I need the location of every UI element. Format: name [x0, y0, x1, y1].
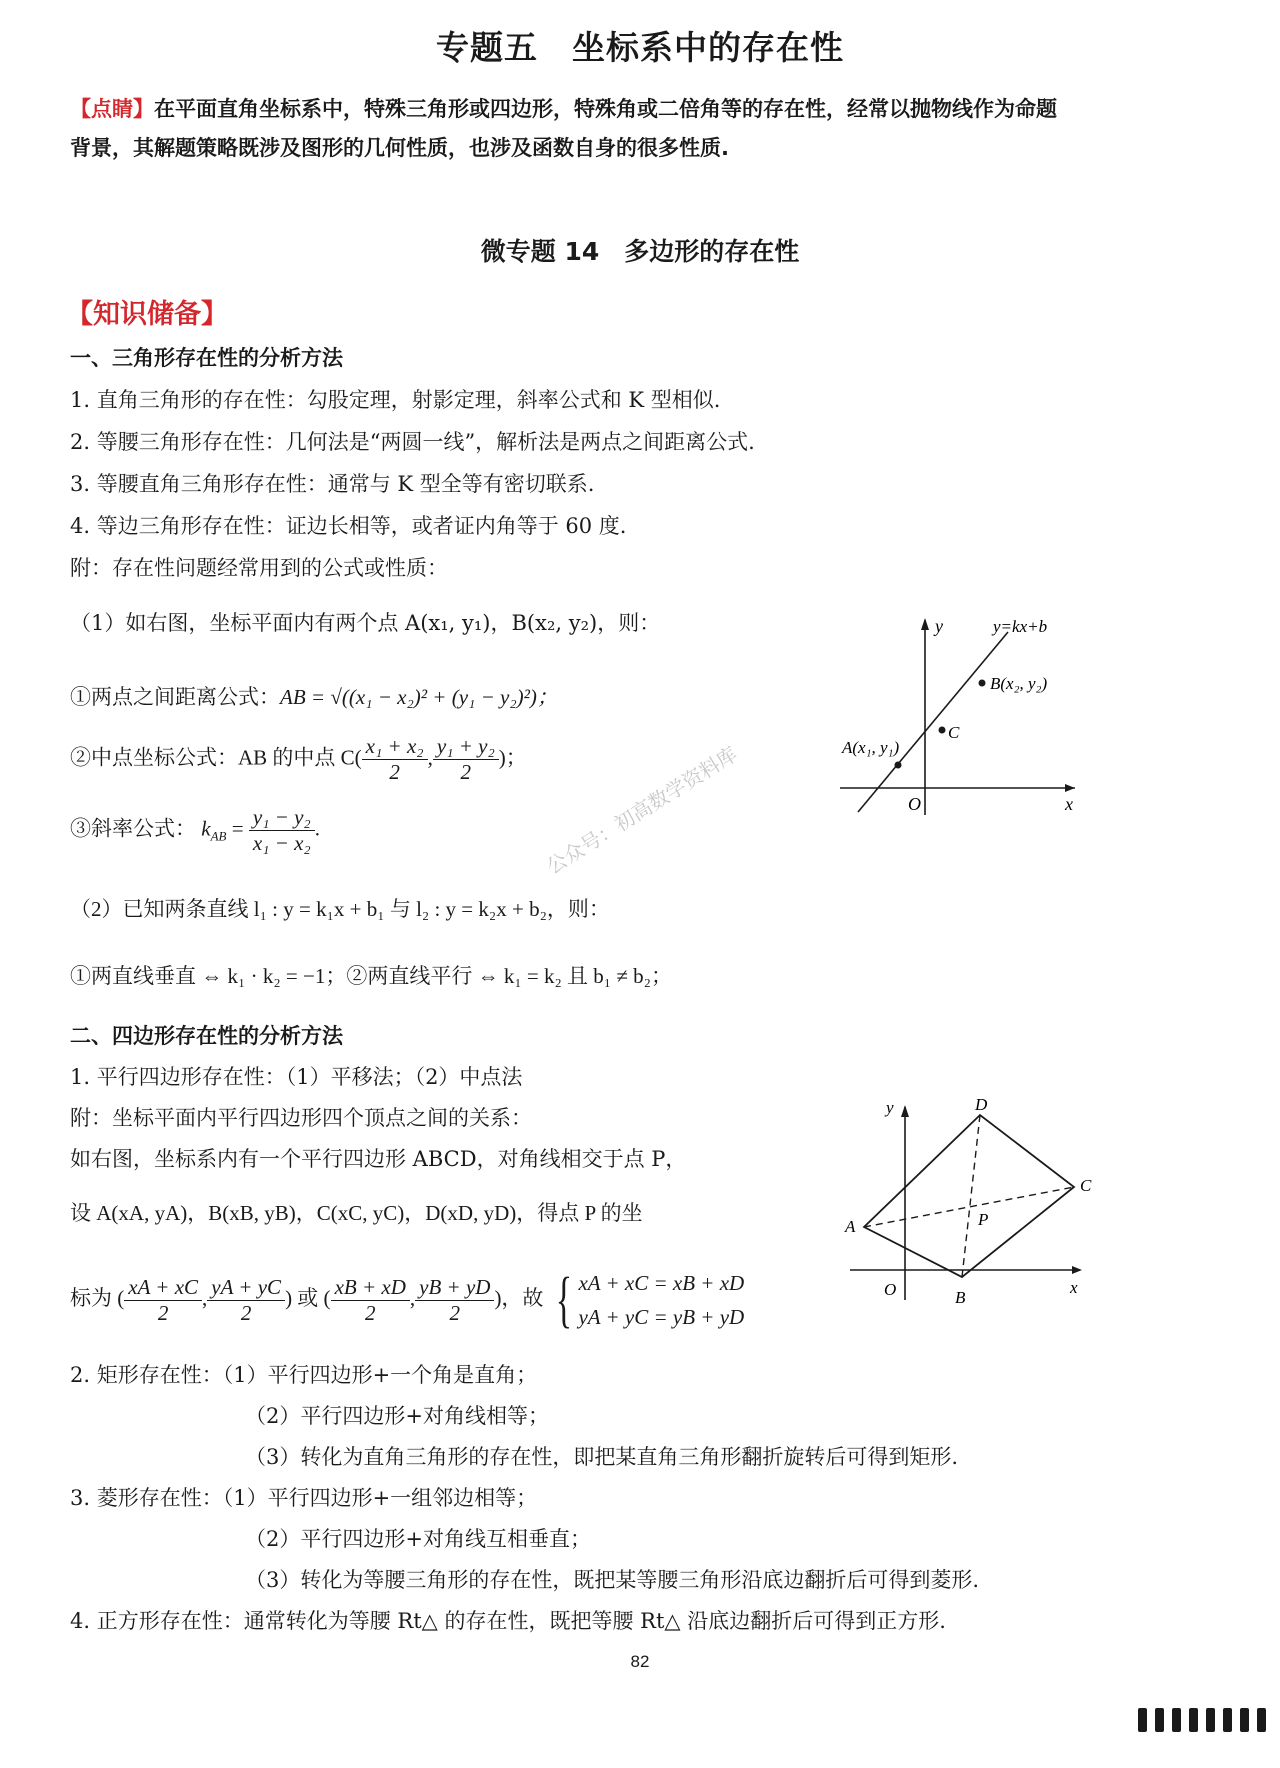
section-label: 【知识储备】 — [66, 299, 228, 330]
fig2-origin-label: O — [884, 1280, 897, 1299]
rectangle-item-3: （3）转化为直角三角形的存在性，即把某直角三角形翻折旋转后可得到矩形. — [245, 1445, 959, 1469]
part2-desc-3: 标为 ( $\frac{xA + xC}{2}$ , $\frac{yA + yC}{2}$ ) 或 ( $\frac{xB + xD}{2}$ , $\frac{yB + yD}{2}$ )，故 { xA + xC = xB + xD yA + yC = yB + yD — [70, 1266, 745, 1334]
fig2-b-label: B — [955, 1288, 966, 1307]
part1-heading: 一、三角形存在性的分析方法 — [70, 346, 343, 370]
fig1-y-label: y — [935, 616, 943, 636]
fig1-x-arrow-icon — [1065, 784, 1075, 792]
p-frac-2-den: 2 — [240, 1300, 252, 1325]
p-frac-3 — [331, 1275, 410, 1326]
rectangle-item-1: 2. 矩形存在性：（1）平行四边形+一个角是直角； — [70, 1363, 538, 1387]
fig1-c-label: C — [948, 723, 960, 742]
system-eq-1: xA + xC = xB + xD — [578, 1271, 745, 1295]
p-coord-therefore: )，故 — [494, 1285, 544, 1310]
fig2-diagonal-bd — [962, 1115, 980, 1277]
fig2-c-label: C — [1080, 1176, 1092, 1195]
fig1-point-b — [979, 680, 986, 687]
part1-item-2: 2. 等腰三角形存在性：几何法是“两圆一线”，解析法是两点之间距离公式. — [70, 430, 755, 454]
fig2-y-arrow-icon — [901, 1105, 909, 1117]
fig1-line-label: y=kx+b — [993, 617, 1048, 636]
fig2-x-arrow-icon — [1072, 1266, 1082, 1274]
p-frac-2-num: yA + yC — [207, 1275, 285, 1301]
part2-appendix: 附：坐标平面内平行四边形四个顶点之间的关系： — [70, 1106, 532, 1130]
indicator-bar-icon — [1189, 1708, 1198, 1732]
distance-label: ①两点之间距离公式： — [70, 685, 280, 709]
fig2-a-label: A — [845, 1217, 856, 1236]
figure-parallelogram — [840, 1095, 1100, 1320]
fig2-d-label: D — [975, 1095, 988, 1114]
slope-den: x₁ − x₂ — [252, 831, 311, 855]
fig1-b-label: B(x₂, y₂) — [990, 674, 1048, 693]
two-lines-intro: （2）已知两条直线 l₁ : y = k₁x + b₁ 与 l₂ : y = k₂x + b₂，则： — [70, 897, 610, 921]
part2-desc-1: 如右图，坐标系内有一个平行四边形 ABCD，对角线相交于点 P， — [70, 1147, 687, 1171]
part1-item-4: 4. 等边三角形存在性：证边长相等，或者证内角等于 60 度. — [70, 514, 627, 538]
fig2-x-label: x — [1070, 1278, 1078, 1297]
p-frac-3-num: xB + xD — [331, 1275, 410, 1301]
slope-sub: AB — [210, 828, 227, 844]
brace-icon: { — [555, 1266, 572, 1334]
intro-line-2: 背景，其解题策略既涉及图形的几何性质，也涉及函数自身的很多性质. — [70, 136, 729, 160]
fig1-origin-label: O — [908, 794, 921, 814]
midpoint-num-y: y₁ + y₂ — [433, 734, 499, 760]
fig1-y-arrow-icon — [921, 618, 929, 630]
fig2-y-label: y — [886, 1098, 894, 1117]
midpoint-frac-y — [433, 734, 499, 785]
p-frac-1-den: 2 — [157, 1300, 169, 1325]
midpoint-frac-x — [362, 734, 428, 785]
indicator-bar-icon — [1155, 1708, 1164, 1732]
page-number: 82 — [630, 1652, 650, 1671]
indicator-bar-icon — [1172, 1708, 1181, 1732]
slope-frac — [249, 805, 315, 856]
midpoint-label: ②中点坐标公式：AB 的中点 C( — [70, 745, 362, 770]
p-frac-4-num: yB + yD — [415, 1275, 494, 1301]
slope-num: y₁ − y₂ — [249, 805, 315, 831]
slope-formula: ③斜率公式： $k_{AB}$ = $\frac{\text{y₁ − y₂}}{\text{x₁ − x₂}}$ . — [70, 805, 320, 855]
intro-tag: 【点睛】 — [70, 97, 154, 121]
part2-item-1: 1. 平行四边形存在性：（1）平移法；（2）中点法 — [70, 1065, 523, 1089]
distance-formula — [70, 681, 558, 711]
indicator-bar-icon — [1223, 1708, 1232, 1732]
part1-item-3: 3. 等腰直角三角形存在性：通常与 K 型全等有密切联系. — [70, 472, 595, 496]
part1-item-1: 1. 直角三角形的存在性：勾股定理，射影定理，斜率公式和 K 型相似. — [70, 388, 721, 412]
watermark: 公众号：初高数学资料库 — [542, 741, 742, 879]
distance-expr: AB = √((x₁ − x₂)² + (y₁ − y₂)²)； — [280, 685, 558, 709]
slope-k: k — [201, 816, 211, 841]
midpoint-end: )； — [498, 745, 527, 770]
p-frac-1 — [124, 1275, 202, 1326]
midpoint-formula: ②中点坐标公式：AB 的中点 C( $\frac{\text{x₁ + x₂}}{2}$ , $\frac{\text{y₁ + y₂}}{2}$ )； — [70, 734, 527, 784]
p-coord-prefix: 标为 ( — [70, 1285, 125, 1310]
page-title: 专题五 坐标系中的存在性 — [436, 28, 844, 67]
indicator-bar-icon — [1257, 1708, 1266, 1732]
part1-appendix: 附：存在性问题经常用到的公式或性质： — [70, 556, 448, 580]
p-frac-3-den: 2 — [364, 1300, 376, 1325]
part2-desc-2: 设 A(xA, yA)，B(xB, yB)，C(xC, yC)，D(xD, yD)，得点 P 的坐 — [70, 1201, 643, 1225]
page-indicator-bars[interactable] — [1138, 1708, 1266, 1732]
p-frac-1-num: xA + xC — [124, 1275, 202, 1301]
fig1-line — [858, 632, 1008, 812]
p-frac-2 — [207, 1275, 285, 1326]
square-item: 4. 正方形存在性：通常转化为等腰 Rt△ 的存在性，既把等腰 Rt△ 沿底边翻折后可得到正方形. — [70, 1609, 946, 1633]
fig2-p-label: P — [978, 1210, 989, 1229]
rectangle-item-2: （2）平行四边形+对角线相等； — [245, 1404, 549, 1428]
midpoint-den-x: 2 — [389, 760, 400, 784]
two-lines-relations: ①两直线垂直 ⇔ k₁ · k₂ = −1；②两直线平行 ⇔ k₁ = k₂ 且 b₁ ≠ b₂； — [70, 964, 672, 988]
fig2-diagonal-ac — [864, 1187, 1074, 1227]
system-eq-2: yA + yC = yB + yD — [578, 1305, 745, 1329]
rhombus-item-2: （2）平行四边形+对角线互相垂直； — [245, 1527, 591, 1551]
indicator-bar-icon — [1138, 1708, 1147, 1732]
p-frac-4-den: 2 — [449, 1300, 461, 1325]
rhombus-item-1: 3. 菱形存在性：（1）平行四边形+一组邻边相等； — [70, 1486, 538, 1510]
intro-line-1 — [70, 93, 1057, 123]
fig1-x-label: x — [1065, 794, 1073, 814]
fig1-point-c — [939, 727, 946, 734]
p-frac-4 — [415, 1275, 494, 1326]
indicator-bar-icon — [1240, 1708, 1249, 1732]
midpoint-num-x: x₁ + x₂ — [362, 734, 428, 760]
formula-intro-1: （1）如右图，坐标平面内有两个点 A(x₁, y₁)，B(x₂, y₂)，则： — [70, 611, 661, 635]
fig1-point-a — [895, 762, 902, 769]
slope-label: ③斜率公式： — [70, 816, 196, 841]
subtitle: 微专题 14 多边形的存在性 — [480, 237, 800, 266]
figure-line-ab — [830, 610, 1090, 820]
indicator-bar-icon — [1206, 1708, 1215, 1732]
equation-system — [549, 1266, 745, 1334]
midpoint-den-y: 2 — [460, 760, 472, 784]
p-coord-or: ) 或 ( — [285, 1285, 331, 1310]
fig1-a-label: A(x₁, y₁) — [842, 738, 900, 757]
fig2-parallelogram — [864, 1115, 1074, 1277]
intro-text-1: 在平面直角坐标系中，特殊三角形或四边形，特殊角或二倍角等的存在性，经常以抛物线作为命题 — [154, 97, 1057, 121]
part2-heading: 二、四边形存在性的分析方法 — [70, 1024, 343, 1048]
rhombus-item-3: （3）转化为等腰三角形的存在性，既把某等腰三角形沿底边翻折后可得到菱形. — [245, 1568, 980, 1592]
